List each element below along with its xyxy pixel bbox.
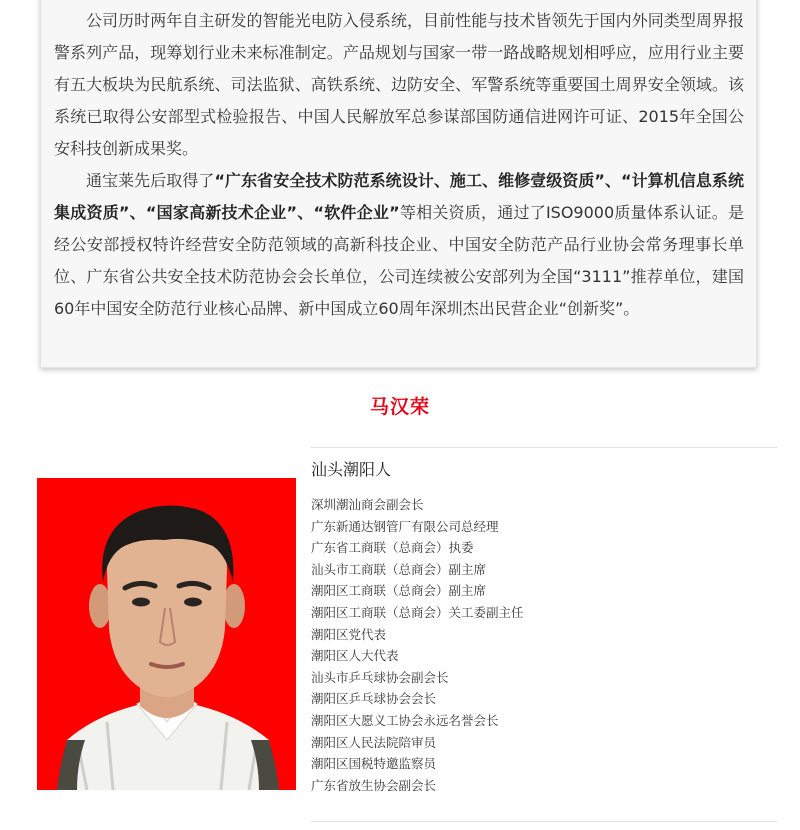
title-item: 潮阳区人大代表	[311, 648, 399, 664]
title-item: 潮阳区国税特邀监察员	[311, 756, 437, 772]
company-intro-card	[40, 0, 757, 368]
title-item: 广东省工商联（总商会）执委	[311, 540, 474, 556]
title-item: 潮阳区乒乓球协会会长	[311, 691, 437, 707]
divider-top	[311, 447, 777, 448]
title-item: 广东省放生协会副会长	[311, 777, 437, 793]
intro-paragraph-2	[54, 165, 744, 325]
title-item: 潮阳区人民法院陪审员	[311, 734, 437, 750]
title-item: 汕头市乒乓球协会副会长	[311, 669, 449, 685]
title-item: 潮阳区大愿义工协会永远名誉会长	[311, 712, 499, 728]
title-item: 潮阳区工商联（总商会）关工委副主任	[311, 604, 524, 620]
title-item: 深圳潮汕商会副会长	[311, 497, 424, 512]
intro-paragraph-1: 公司历时两年自主研发的智能光电防入侵系统，目前性能与技术皆领先于国内外同类型周界报警系列产品，现筹划行业未来标准制定。产品规划与国家一带一路战略规划相呼应，应用行业主要有五大板块为民航系统、司法监狱、高铁系统、边防安全、军警系统等重要国土周界安全领域。该系统已取得公安部型式检验报告、中国人民解放军总参谋部国防通信进网许可证、2015年全国公安科技创新成果奖。	[54, 11, 744, 158]
title-item: 汕头市工商联（总商会）副主席	[311, 561, 487, 577]
intro-paragraph-2-rest: 等相关资质，通过了ISO9000质量体系认证。是经公安部授权特许经营安全防范领域的高新科技企业、中国安全防范产品行业协会常务理事长单位、广东省公共安全技术防范协会会长单位，公司连续被公安部列为全国“3111”推荐单位，建国60年中国安全防范行业核心品牌、新中国成立60周年深圳杰出民营企业“创新奖”。	[54, 203, 744, 318]
intro-paragraph-2-qualifications: “广东省安全技术防范系统设计、施工、维修壹级资质”、“计算机信息系统集成资质”、“国家高新技术企业”、“软件企业”	[54, 171, 744, 222]
portrait-illustration	[37, 478, 296, 790]
title-item: 潮阳区工商联（总商会）副主席	[311, 583, 487, 599]
person-titles-list	[311, 494, 524, 796]
person-hometown: 汕头潮阳人	[311, 460, 392, 479]
intro-paragraph-2-lead: 通宝莱先后取得了	[86, 171, 215, 190]
person-name: 马汉荣	[369, 396, 430, 418]
title-item: 广东新通达钢管厂有限公司总经理	[311, 518, 499, 534]
person-photo	[37, 478, 296, 790]
divider-bottom	[311, 821, 777, 822]
title-item: 潮阳区党代表	[311, 626, 387, 642]
